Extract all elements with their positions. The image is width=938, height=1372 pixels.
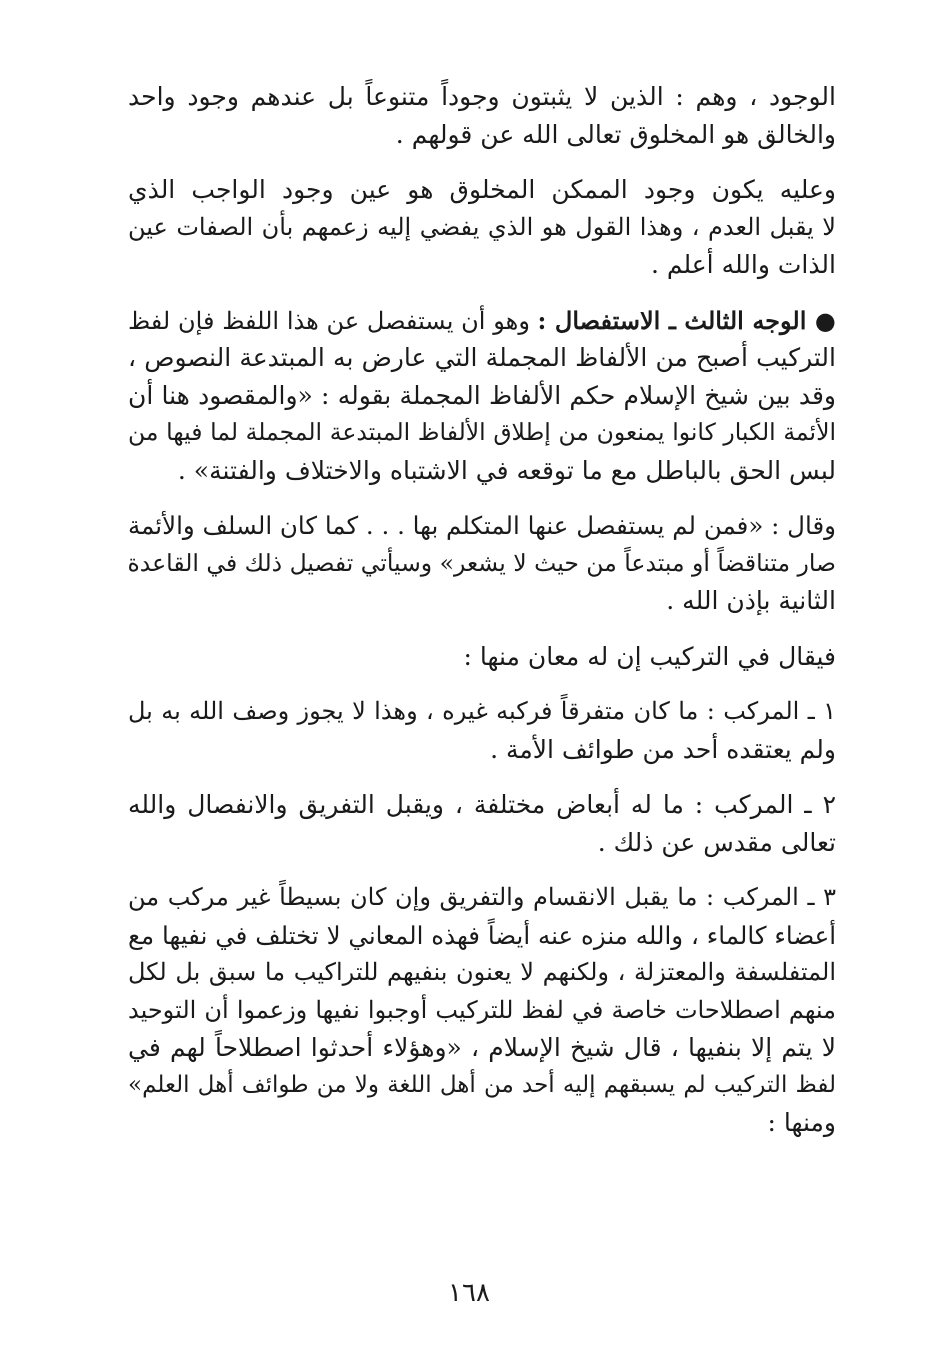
list-item-1 bbox=[128, 693, 836, 768]
paragraph-1 bbox=[128, 78, 836, 153]
paragraph-4 bbox=[128, 507, 836, 620]
paragraph-2 bbox=[128, 171, 836, 284]
text-line: المتفلسفة والمعتزلة ، ولكنهم لا يعنون بنفيهم للتراكيب ما سبق بل لكل bbox=[128, 958, 836, 986]
text-line: فيقال في التركيب إن له معان منها : bbox=[463, 641, 836, 671]
text-line: التركيب أصبح من الألفاظ المجملة التي عارض به المبتدعة النصوص ، bbox=[128, 343, 836, 372]
text-line: وقال : «فمن لم يستفصل عنها المتكلم بها . . . كما كان السلف والأئمة bbox=[128, 511, 836, 540]
text-run: وهو أن يستفصل عن هذا اللفظ فإن لفظ bbox=[128, 306, 538, 335]
text-line bbox=[128, 302, 836, 340]
section-heading: ● الوجه الثالث ـ الاستفصال : bbox=[537, 305, 836, 335]
text-line: الأئمة الكبار كانوا يمنعون من إطلاق الألفاظ المبتدعة المجملة لما فيها من bbox=[128, 418, 836, 446]
text-line: تعالى مقدس عن ذلك . bbox=[597, 827, 836, 857]
text-line: ومنها : bbox=[767, 1108, 836, 1137]
text-line: أعضاء كالماء ، والله منزه عنه أيضاً فهذه المعاني لا تختلف في نفيها مع bbox=[128, 920, 836, 950]
text-line: لفظ التركيب لم يسبقهم إليه أحد من أهل اللغة ولا من طوائف أهل العلم» bbox=[128, 1071, 836, 1098]
paragraph-5 bbox=[128, 638, 836, 676]
text-line: لا يتم إلا بنفيها ، قال شيخ الإسلام ، «وهؤلاء أحدثوا اصطلاحاً لهم في bbox=[128, 1033, 836, 1062]
text-line: لا يقبل العدم ، وهذا القول هو الذي يفضي إليه زعمهم بأن الصفات عين bbox=[128, 212, 836, 241]
page-number: ١٦٨ bbox=[448, 1278, 490, 1308]
text-line: ولم يعتقده أحد من طوائف الأمة . bbox=[490, 734, 836, 764]
text-line: الوجود ، وهم : الذين لا يثبتون وجوداً متنوعاً بل عندهم وجود واحد bbox=[128, 82, 836, 111]
text-line: وعليه يكون وجود الممكن المخلوق هو عين وجود الواجب الذي bbox=[128, 175, 836, 204]
page-body bbox=[128, 78, 836, 1160]
text-line: ٢ ـ المركب : ما له أبعاض مختلفة ، ويقبل التفريق والانفصال والله bbox=[128, 790, 836, 819]
text-line: الذات والله أعلم . bbox=[650, 250, 836, 279]
text-line: الثانية بإذن الله . bbox=[666, 586, 836, 615]
text-line: ٣ ـ المركب : ما يقبل الانقسام والتفريق وإن كان بسيطاً غير مركب من bbox=[128, 883, 836, 911]
text-line: وقد بين شيخ الإسلام حكم الألفاظ المجملة بقوله : «والمقصود هنا أن bbox=[128, 380, 836, 410]
text-line: والخالق هو المخلوق تعالى الله عن قولهم . bbox=[395, 119, 836, 149]
text-line: لبس الحق بالباطل مع ما توقعه في الاشتباه والاختلاف والفتنة» . bbox=[177, 455, 836, 485]
text-line: ١ ـ المركب : ما كان متفرقاً فركبه غيره ، وهذا لا يجوز وصف الله به بل bbox=[128, 697, 836, 725]
list-item-3 bbox=[128, 879, 836, 1142]
text-line: صار متناقضاً أو مبتدعاً من حيث لا يشعر» وسيأتي تفصيل ذلك في القاعدة bbox=[128, 548, 836, 577]
text-line: منهم اصطلاحات خاصة في لفظ للتركيب أوجبوا نفيها وزعموا أن التوحيد bbox=[128, 995, 836, 1024]
list-item-2 bbox=[128, 786, 836, 861]
paragraph-third-aspect bbox=[128, 302, 836, 490]
